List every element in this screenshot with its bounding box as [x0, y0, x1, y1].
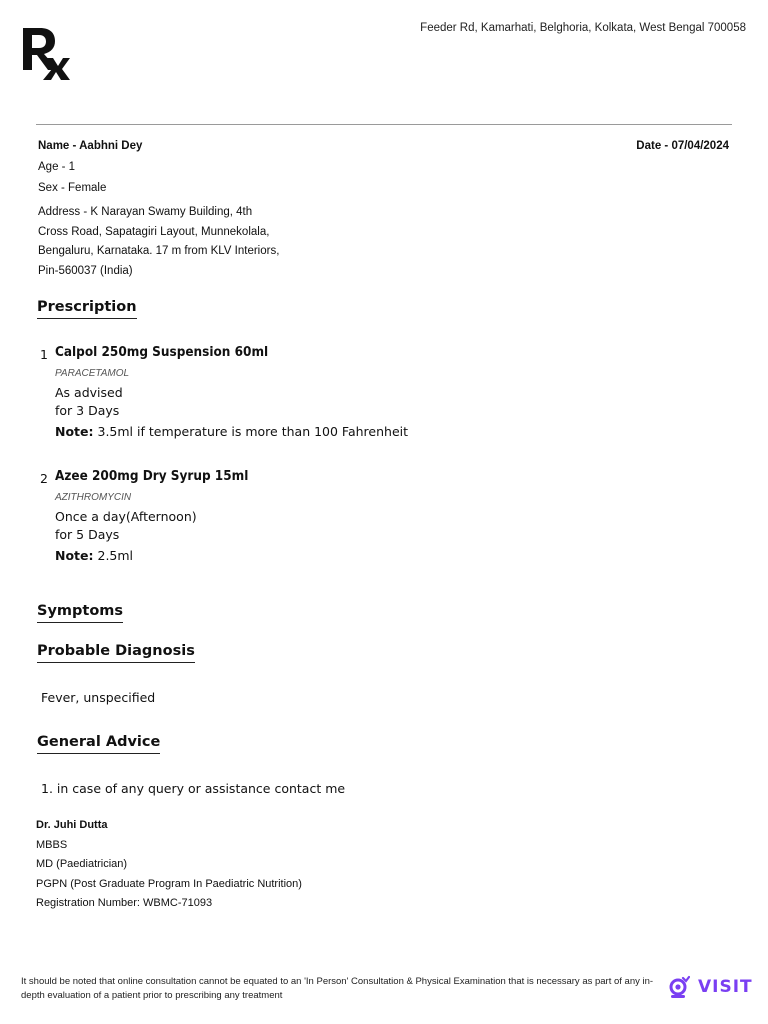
medicine-generic: AZITHROMYCIN	[55, 492, 132, 503]
medicine-dosage: As advised	[55, 385, 123, 400]
doctor-name: Dr. Juhi Dutta	[36, 819, 108, 831]
header-divider	[36, 124, 732, 125]
medicine-duration: for 5 Days	[55, 527, 120, 542]
note-text: 3.5ml if temperature is more than 100 Fahrenheit	[97, 424, 409, 439]
note-label: Note:	[55, 548, 94, 563]
medicine-index: 2	[40, 471, 48, 486]
medicine-name: Calpol 250mg Suspension 60ml	[55, 345, 269, 360]
patient-name: Name - Aabhni Dey	[38, 140, 143, 152]
visit-logo-icon	[668, 975, 690, 999]
medicine-index: 1	[40, 347, 48, 362]
note-text: 2.5ml	[97, 548, 134, 563]
prescription-date: Date - 07/04/2024	[636, 140, 729, 152]
doctor-qualification: PGPN (Post Graduate Program In Paediatric Nutrition)	[36, 877, 302, 890]
patient-details	[38, 140, 738, 281]
medicine-item	[40, 469, 700, 563]
patient-age: Age - 1	[38, 161, 76, 173]
medicine-generic: PARACETAMOL	[55, 368, 130, 379]
medicine-note	[55, 548, 700, 563]
disclaimer-text: It should be noted that online consultation cannot be equated to an 'In Person' Consultation & Physical Examination that is necessary as part of any in-depth evaluation of a patient prior to prescribing any treatment	[21, 976, 654, 1001]
symptoms-heading: Symptoms	[37, 603, 123, 623]
diagnosis-heading: Probable Diagnosis	[37, 643, 195, 663]
clinic-address: Feeder Rd, Kamarhati, Belghoria, Kolkata, West Bengal 700058	[420, 22, 746, 34]
doctor-qualification: MBBS	[36, 838, 68, 851]
doctor-details	[36, 816, 302, 914]
advice-heading: General Advice	[37, 734, 160, 754]
patient-address: Address - K Narayan Swamy Building, 4th Cross Road, Sapatagiri Layout, Munnekolala, Bengaluru, Karnataka. 17 m from KLV Interiors, Pin-560037 (India)	[38, 206, 280, 277]
medicine-item	[40, 345, 700, 439]
note-label: Note:	[55, 424, 94, 439]
visit-logo	[668, 973, 753, 1001]
advice-item: 1. in case of any query or assistance contact me	[41, 781, 346, 796]
medicine-name: Azee 200mg Dry Syrup 15ml	[55, 469, 249, 484]
diagnosis-value: Fever, unspecified	[41, 690, 156, 705]
patient-sex: Sex - Female	[38, 182, 107, 194]
visit-brand-name: VISIT	[698, 977, 753, 997]
doctor-registration: Registration Number: WBMC-71093	[36, 897, 213, 909]
doctor-qualification: MD (Paediatrician)	[36, 858, 128, 870]
rx-logo-icon	[20, 24, 70, 80]
prescription-heading: Prescription	[37, 299, 137, 319]
medicine-dosage: Once a day(Afternoon)	[55, 509, 197, 524]
medicine-note	[55, 424, 700, 439]
medicine-duration: for 3 Days	[55, 403, 120, 418]
